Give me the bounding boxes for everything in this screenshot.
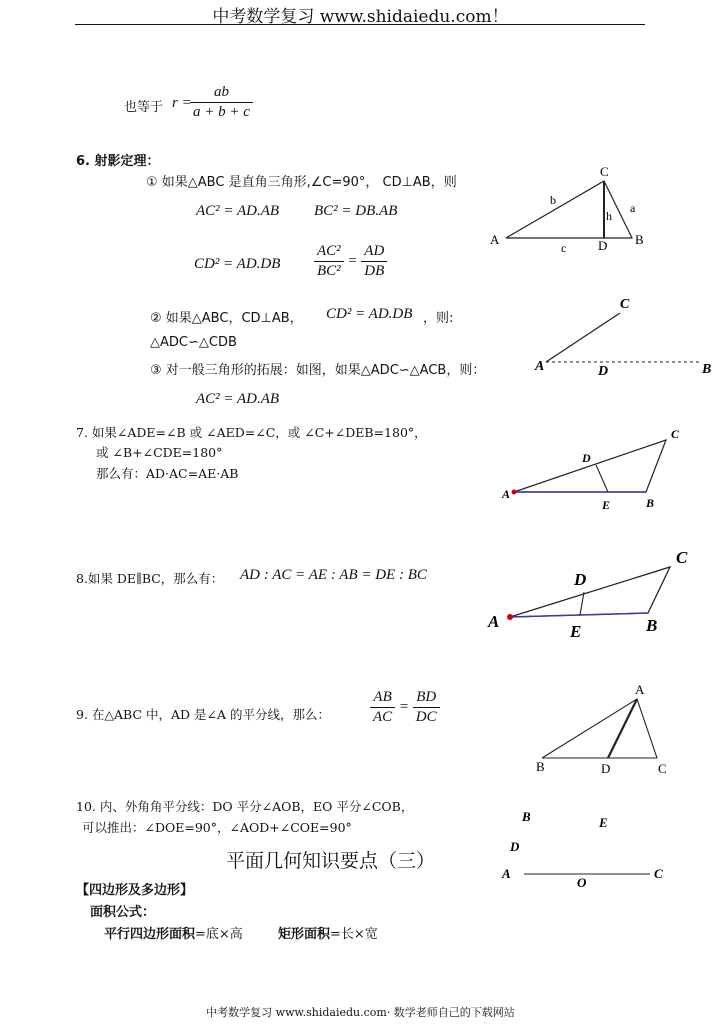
s6-frac-equals: = <box>347 252 358 269</box>
s9-frac-num-ab: AB <box>370 689 395 708</box>
s10-line1: 10. 内、外角角平分线：DO 平分∠AOB，EO 平分∠COB， <box>76 799 414 814</box>
fig8-triangle <box>510 567 670 617</box>
s10-line2: 可以推出：∠DOE=90°，∠AOD+∠COE=90° <box>82 820 352 835</box>
s6-formula-2a: CD² = AD.DB <box>194 256 281 272</box>
s8-text: 8.如果 DE∥BC，那么有： <box>76 571 224 586</box>
s6-frac-den-bc: BC² <box>317 263 341 279</box>
s6-item2-prefix: ② 如果△ABC，CD⊥AB， <box>150 311 303 326</box>
parallelogram-area-formula: =底×高 <box>195 927 243 942</box>
s6-item3-math: AC² = AD.AB <box>196 391 280 407</box>
fig7-segment-de <box>596 465 608 492</box>
fig8-label-c: C <box>676 548 688 567</box>
fig9-triangle <box>542 699 657 758</box>
s7-line1: 7. 如果∠ADE=∠B 或 ∠AED=∠C，或 ∠C+∠DEB=180°， <box>76 425 427 440</box>
part3-area-title: 面积公式： <box>90 905 156 920</box>
fig7-label-a: A <box>502 487 511 501</box>
part3-rectangle-formula <box>278 923 378 942</box>
fig9-label-d: D <box>601 761 611 776</box>
s9-fraction-bd-dc <box>413 689 440 726</box>
fig1-label-d: D <box>598 238 608 253</box>
s6-frac-num-ad: AD <box>361 243 387 262</box>
fig1-height-h: h <box>606 209 612 223</box>
s7-line3: 那么有：AD·AC=AE·AB <box>96 466 239 481</box>
s8-figure <box>484 545 699 645</box>
s6-formula-1b: BC² = DB.AB <box>314 203 398 219</box>
s9-frac-num-bd: BD <box>413 689 440 708</box>
fig8-label-d: D <box>574 570 587 589</box>
header-divider <box>75 24 645 25</box>
fig10-label-o: O <box>577 875 587 890</box>
s6-frac-num-ac: AC² <box>314 243 344 262</box>
page-footer: 中考数学复习 www.shidaiedu.com· 数学老师自己的下载网站 <box>206 1006 515 1019</box>
fig1-label-a: A <box>490 232 500 247</box>
part3-parallelogram-formula <box>104 923 243 942</box>
fig8-base-ab <box>510 613 648 617</box>
s6-item3: ③ 对一般三角形的拓展：如图，如果△ADC∽△ACB，则： <box>150 363 486 378</box>
fig10-label-c: C <box>654 866 663 881</box>
fig1-label-c: C <box>600 164 609 179</box>
s9-frac-den-ac: AC <box>373 709 393 725</box>
s6-formula-1a: AC² = AD.AB <box>196 203 280 219</box>
intro-den: a + b + c <box>193 104 250 120</box>
fig2-segment-ac <box>546 313 620 362</box>
rectangle-area-label: 矩形面积 <box>278 927 331 942</box>
fig1-side-a: a <box>630 201 636 215</box>
s9-frac-den-dc: DC <box>415 709 437 725</box>
s9-figure <box>530 680 680 780</box>
intro-fraction <box>190 84 253 121</box>
page-header: 中考数学复习 www.shidaiedu.com！ <box>212 7 509 27</box>
fig2-label-a: A <box>535 359 545 374</box>
fig2-label-b: B <box>702 362 712 377</box>
s6-figure-extension <box>532 292 717 380</box>
fig1-side-b: b <box>550 193 556 207</box>
parallelogram-area-label: 平行四边形面积 <box>104 927 196 942</box>
fig7-label-b: B <box>646 496 655 510</box>
fig7-label-e: E <box>602 498 611 512</box>
intro-prefix: 也等于 <box>124 100 164 115</box>
fig1-triangle <box>506 181 632 238</box>
fig10-label-a: A <box>502 866 511 881</box>
s7-line2: 或 ∠B+∠CDE=180° <box>96 445 223 460</box>
fig8-label-b: B <box>646 616 658 635</box>
fig10-label-e: E <box>599 815 608 830</box>
fig7-point-a <box>512 490 517 495</box>
s6-item2-suffix: ，则: <box>423 311 454 326</box>
rectangle-area-formula: =长×宽 <box>330 927 378 942</box>
s6-item2-result: △ADC∽△CDB <box>150 335 237 350</box>
s9-fraction-ab-ac <box>370 689 395 726</box>
fig2-label-c: C <box>620 297 630 312</box>
s6-item1: ① 如果△ABC 是直角三角形,∠C=90°， CD⊥AB，则 <box>146 175 457 190</box>
s10-figure <box>498 805 698 895</box>
s6-figure-right-triangle <box>486 160 656 255</box>
s7-figure <box>498 425 698 515</box>
intro-num: ab <box>190 84 253 103</box>
fig1-label-b: B <box>635 232 644 247</box>
fig7-label-c: C <box>671 427 680 441</box>
fig7-triangle <box>514 440 666 492</box>
s6-title: 6. 射影定理： <box>76 154 160 169</box>
fig2-label-d: D <box>598 364 609 379</box>
part3-heading: 平面几何知识要点（三） <box>226 850 436 872</box>
s6-frac-den-db: DB <box>364 263 385 279</box>
fig8-label-a: A <box>488 612 500 631</box>
part3-subheading: 【四边形及多边形】 <box>76 883 194 898</box>
s6-fraction-ac-bc <box>314 243 344 280</box>
s8-math: AD : AC = AE : AB = DE : BC <box>240 567 427 583</box>
s6-item2-math: CD² = AD.DB <box>326 306 413 322</box>
fig9-label-a: A <box>635 682 645 697</box>
fig1-side-c: c <box>561 241 567 255</box>
fig10-label-d: D <box>510 839 520 854</box>
fig10-label-b: B <box>522 809 531 824</box>
fig9-label-c: C <box>658 761 667 776</box>
s6-fraction-ad-db <box>361 243 387 280</box>
intro-lhs: r = <box>172 95 192 111</box>
s9-frac-equals: = <box>398 698 410 715</box>
fig7-label-d: D <box>582 451 591 465</box>
fig8-point-a <box>507 614 513 620</box>
fig8-label-e: E <box>570 622 582 641</box>
s9-text: 9. 在△ABC 中，AD 是∠A 的平分线，那么： <box>76 707 330 722</box>
fig9-label-b: B <box>536 759 545 774</box>
